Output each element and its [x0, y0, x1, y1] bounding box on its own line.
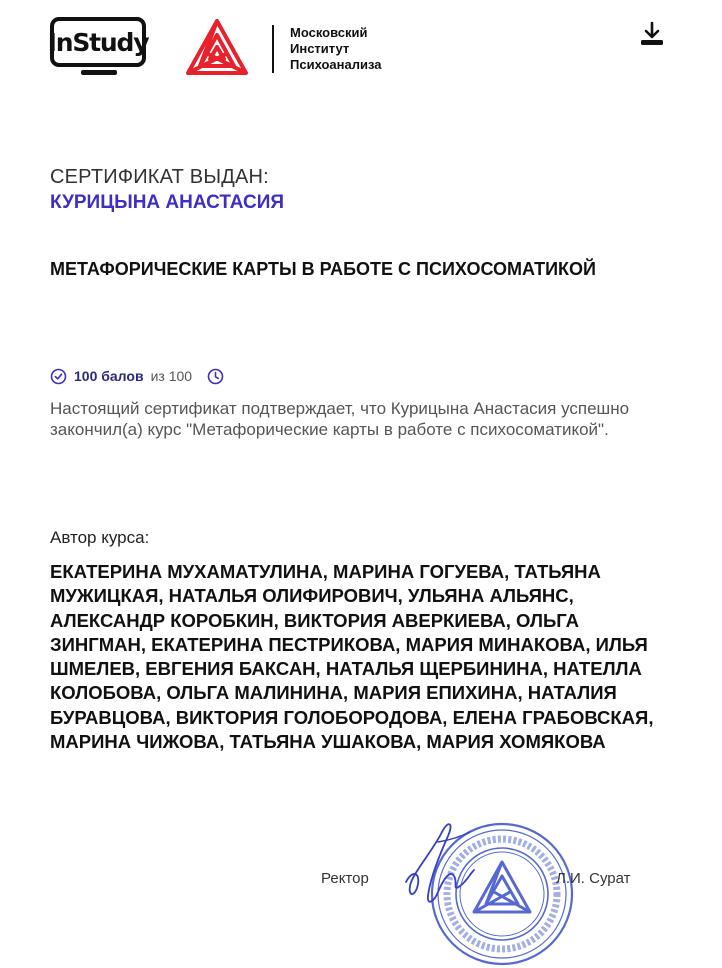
download-icon[interactable] — [639, 21, 665, 47]
instudy-logo-text: InStudy — [47, 27, 149, 57]
institute-name-line-3: Психоанализа — [290, 57, 382, 72]
certificate-statement: Настоящий сертификат подтверждает, что Курицына Анастасия успешно закончил(а) курс "Метафорические карты в работе с психосоматикой". — [50, 399, 630, 439]
course-authors: ЕКАТЕРИНА МУХАМАТУЛИНА, МАРИНА ГОГУЕВА, ТАТЬЯНА МУЖИЦКАЯ, НАТАЛЬЯ ОЛИФИРОВИЧ, УЛЬЯНА АЛЬЯНС, АЛЕКСАНДР КОРОБКИН, ВИКТОРИЯ АВЕРКИЕВА, ОЛЬГА ЗИНГМАН, ЕКАТЕРИНА ПЕСТРИКОВА, МАРИЯ МИНАКОВА, ИЛЬЯ ШМЕЛЕВ, ЕВГЕНИЯ БАКСАН, НАТАЛЬЯ ЩЕРБИНИНА, НАТЕЛЛА КОЛОБОВА, ОЛЬГА МАЛИНИНА, МАРИЯ ЕПИХИНА, НАТАЛИЯ БУРАВЦОВА, ВИКТОРИЯ ГОЛОБОРОДОВА, ЕЛЕНА ГРАБОВСКАЯ, МАРИНА ЧИЖОВА, ТАТЬЯНА УШАКОВА, МАРИЯ ХОМЯКОВА — [50, 561, 654, 753]
header — [47, 17, 670, 79]
clock-icon — [207, 368, 224, 385]
authors-label: Автор курса: — [50, 528, 150, 547]
recipient-name: КУРИЦЫНА АНАСТАСИЯ — [50, 192, 285, 213]
instudy-logo — [47, 17, 150, 77]
instudy-logo-stand — [81, 70, 117, 75]
rector-name: Л.И. Сурат — [556, 870, 631, 887]
score-max: из 100 — [150, 368, 193, 384]
instudy-logo-frame — [47, 17, 149, 67]
score-value: 100 балов — [74, 368, 144, 384]
score-row — [50, 366, 224, 386]
mip-emblem-logo — [184, 17, 250, 79]
header-divider — [272, 25, 274, 73]
institute-name-line-1: Московский — [290, 25, 368, 40]
clock-icon — [50, 368, 67, 385]
certificate-issued-label: СЕРТИФИКАТ ВЫДАН: — [50, 166, 269, 188]
institute-name — [290, 25, 382, 73]
rector-label: Ректор — [321, 870, 369, 887]
course-title: МЕТАФОРИЧЕСКИЕ КАРТЫ В РАБОТЕ С ПСИХОСОМАТИКОЙ — [50, 259, 596, 279]
institute-name-line-2: Институт — [290, 41, 350, 56]
rector-signature — [398, 812, 478, 912]
